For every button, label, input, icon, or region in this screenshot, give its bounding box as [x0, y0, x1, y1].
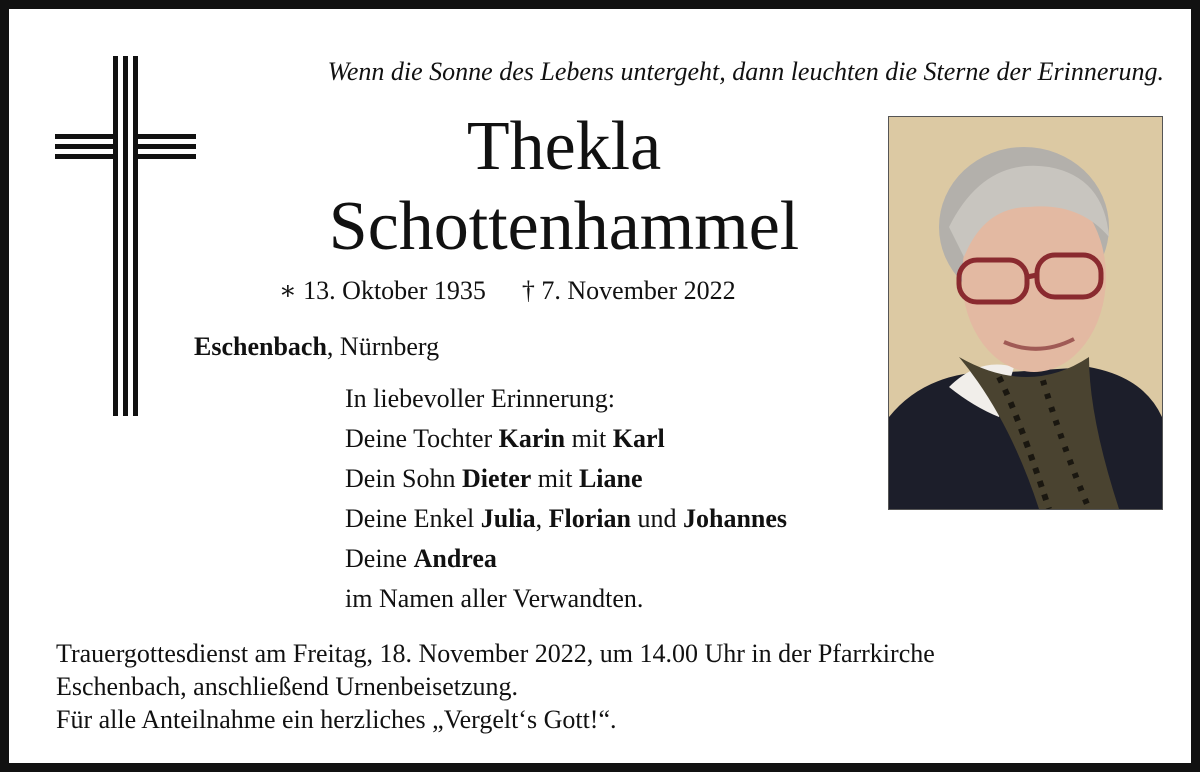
- place-separator: ,: [326, 332, 340, 361]
- mourner-name: Andrea: [413, 544, 497, 573]
- last-name: Schottenhammel: [328, 188, 800, 265]
- portrait-illustration: [889, 117, 1162, 509]
- birth-date-group: [279, 273, 486, 309]
- mourner-text: mit: [565, 424, 613, 453]
- mourner-name: Johannes: [683, 504, 788, 533]
- first-name: Thekla: [466, 108, 662, 185]
- mourner-text: mit: [531, 464, 579, 493]
- mourner-line-grandchildren: [345, 499, 787, 539]
- mourner-text: und: [631, 504, 683, 533]
- memorial-quote: Wenn die Sonne des Lebens untergeht, dann leuchten die Sterne der Erinnerung.: [327, 57, 1164, 86]
- service-line-2: Eschenbach, anschließend Urnenbeisetzung.: [56, 672, 519, 701]
- portrait-photo: [888, 116, 1163, 510]
- mourners-intro: In liebevoller Erinnerung:: [345, 384, 616, 413]
- death-date: 7. November 2022: [541, 276, 736, 305]
- mourner-line-daughter: [345, 419, 787, 459]
- mourner-name: Florian: [548, 504, 631, 533]
- mourners-closing: im Namen aller Verwandten.: [345, 584, 644, 613]
- service-line-3: Für alle Anteilnahme ein herzliches „Vergelt‘s Gott!“.: [56, 705, 617, 734]
- places: [194, 329, 439, 365]
- mourner-text: Deine: [345, 544, 414, 573]
- mourner-line-andrea: [345, 539, 787, 579]
- mourner-name: Liane: [578, 464, 643, 493]
- place-main: Eschenbach: [194, 332, 327, 361]
- mourner-name: Julia: [480, 504, 536, 533]
- mourners-list: [345, 379, 787, 619]
- birth-date: 13. Oktober 1935: [303, 276, 486, 305]
- mourner-name: Karin: [498, 424, 566, 453]
- mourner-text: ,: [535, 504, 549, 533]
- life-dates: [279, 273, 736, 309]
- mourner-text: Dein Sohn: [345, 464, 462, 493]
- place-other: Nürnberg: [339, 332, 440, 361]
- death-symbol: †: [521, 276, 535, 305]
- mourner-name: Karl: [612, 424, 665, 453]
- birth-symbol: ∗: [279, 276, 297, 305]
- mourner-line-son: [345, 459, 787, 499]
- mourner-name: Dieter: [462, 464, 532, 493]
- mourner-text: Deine Tochter: [345, 424, 499, 453]
- service-line-1: Trauergottesdienst am Freitag, 18. November 2022, um 14.00 Uhr in der Pfarrkirche: [56, 639, 935, 668]
- service-info: [56, 637, 1166, 736]
- mourner-text: Deine Enkel: [345, 504, 481, 533]
- death-date-group: [522, 273, 736, 309]
- cross-icon: [55, 56, 196, 416]
